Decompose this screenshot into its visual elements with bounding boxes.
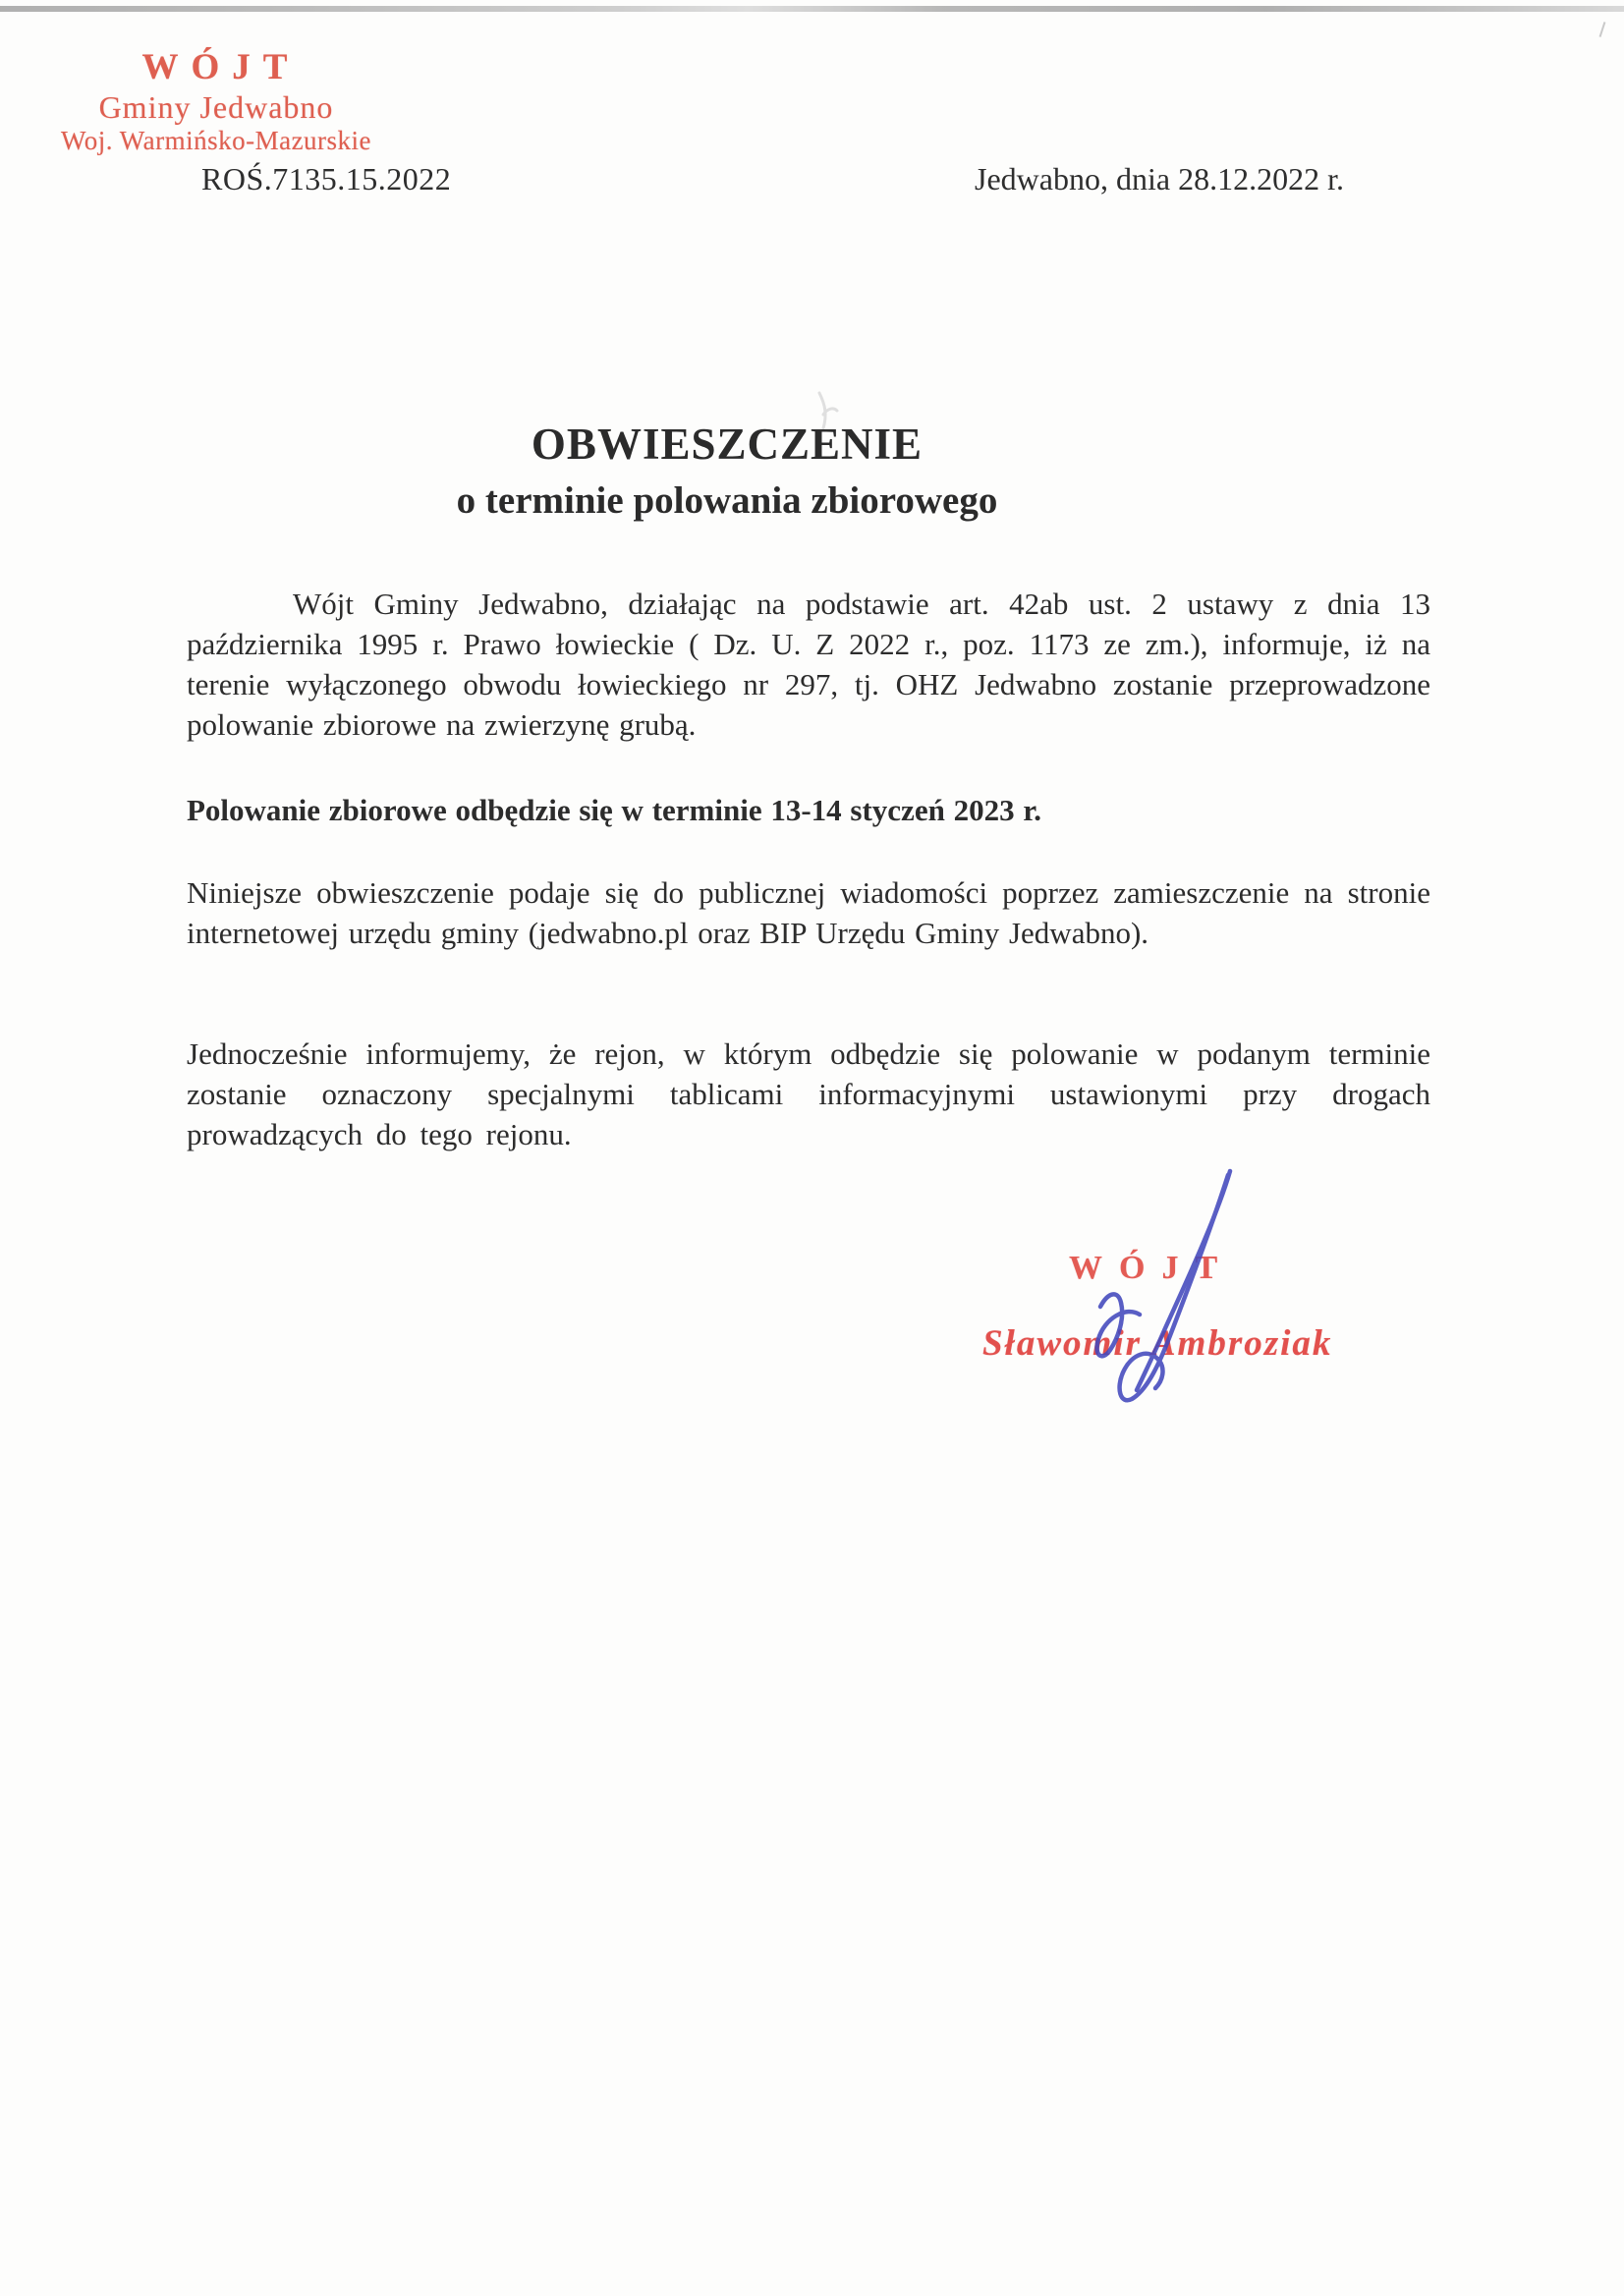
scan-artifact-speck bbox=[1599, 22, 1606, 37]
paragraph-signage-info: Jednocześnie informujemy, że rejon, w którym odbędzie się polowanie w podanym terminie zostanie oznaczony specjalnymi tablicami informacyjnymi ustawionymi przy drogach prowadzących do tego rejonu. bbox=[187, 1036, 1430, 1151]
reference-number: ROŚ.7135.15.2022 bbox=[201, 161, 452, 196]
document-subtitle: o terminie polowania zbiorowego bbox=[456, 479, 998, 522]
document-title: OBWIESZCZENIE bbox=[531, 420, 924, 469]
paragraph-hunt-date-bold: Polowanie zbiorowe odbędzie się w terminie 13-14 styczeń 2023 r. bbox=[187, 793, 1041, 827]
letterhead-stamp bbox=[54, 49, 378, 154]
paragraph-publication-info: Niniejsze obwieszczenie podaje się do publicznej wiadomości poprzez zamieszczenie na stronie internetowej urzędu gminy (jedwabno.pl oraz BIP Urzędu Gminy Jedwabno). bbox=[187, 875, 1430, 950]
document-heading bbox=[187, 422, 1267, 520]
scan-artifact-top-band bbox=[0, 6, 1624, 12]
signature-role-stamp: WÓJT bbox=[1069, 1250, 1235, 1286]
letterhead-stamp-voivodeship: Woj. Warmińsko-Mazurskie bbox=[60, 126, 372, 155]
handwritten-signature-ink bbox=[1022, 1145, 1307, 1429]
paragraph-legal-basis: Wójt Gminy Jedwabno, działając na podstawie art. 42ab ust. 2 ustawy z dnia 13 października 1995 r. Prawo łowieckie ( Dz. U. Z 2022 r., poz. 1173 ze zm.), informuje, iż na terenie wyłączonego obwodu łowieckiego nr 297, tj. OHZ Jedwabno zostanie przeprowadzone polowanie zbiorowe na zwierzynę grubą. bbox=[187, 587, 1430, 742]
signature-name-stamp: Sławomir Ambroziak bbox=[982, 1323, 1333, 1364]
letterhead-stamp-role: WÓJT bbox=[141, 47, 301, 87]
place-and-date: Jedwabno, dnia 28.12.2022 r. bbox=[975, 161, 1344, 196]
letterhead-stamp-municipality: Gminy Jedwabno bbox=[98, 89, 334, 125]
